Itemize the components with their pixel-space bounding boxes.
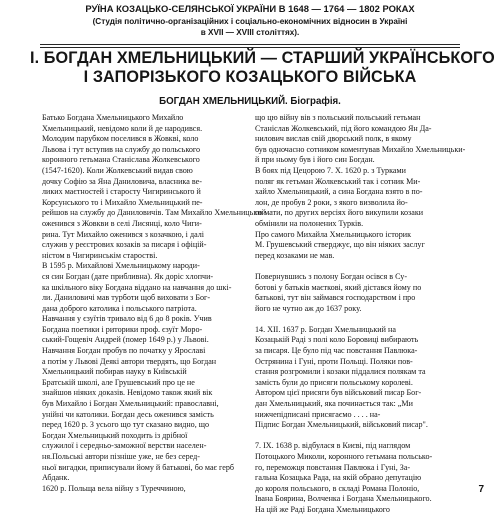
- running-header-subtitle: [10, 16, 490, 38]
- chapter-title-line: I. БОГДАН ХМЕЛЬНИЦЬКИЙ — СТАРШИЙ УКРАЇНСЬКОГО: [30, 49, 495, 67]
- text-line: його не чутно аж до 1637 року.: [255, 303, 362, 313]
- text-line: Козацькій Раді з полі коло Боровиці вибирають: [255, 335, 419, 345]
- text-line: [255, 261, 463, 272]
- text-line: дан Хмельницький, яка починається так: „Ми: [255, 399, 413, 409]
- text-line: дочку Софію за Яна Даниловича, власника ве-: [42, 176, 202, 186]
- text-line: [255, 431, 463, 442]
- text-line: Івана Боярина, Волченка і Богдана Хмельницького.: [255, 494, 432, 504]
- chapter-title: [30, 49, 495, 87]
- text-line: Про самого Михайла Хмельницького історик: [255, 229, 412, 239]
- text-line: лон, де пробув 2 роки, з якого визволила йо-: [255, 197, 408, 207]
- text-line: Батько Богдана Хмельницького Михайло: [42, 113, 184, 122]
- text-line: Потоцького Миколи, коронного гетьмана польсько-: [255, 452, 433, 461]
- text-line: Львова і тут вступив на службу до польського: [42, 144, 201, 154]
- text-line: замість були до присяги польському королеві.: [255, 377, 413, 387]
- text-line: був Михайло і Богдан Хмельницький: православні,: [42, 399, 219, 409]
- text-line: знайшов ніяких доказів. Невідомо також який вік: [42, 388, 213, 398]
- text-line: стання розгромили і козаки піддалися полякам та: [255, 367, 426, 377]
- text-line: за писаря. Це було під час повстання Павлюка-: [255, 346, 418, 356]
- text-line: поляг як гетьман Жолкевський так і сотник Ми-: [255, 176, 421, 186]
- text-line: перед козаками не мав.: [255, 250, 335, 260]
- text-line: На цій же Раді Богдана Хмельницького: [255, 504, 390, 514]
- text-line: оженився з Жовкви в селі Лисянці, коло Чиги-: [42, 218, 202, 228]
- text-line: ністом в Чигиринськім старостві.: [42, 250, 158, 260]
- right-text-column: [255, 113, 466, 514]
- page-number: 7: [478, 484, 484, 495]
- text-line: хайло Хмельницький, а сина Богдана взято в по-: [255, 187, 423, 197]
- text-line: обмінили на полонених Турків.: [255, 218, 364, 228]
- chapter-title-line: І ЗАПОРІЗЬКОГО КОЗАЦЬКОГО ВІЙСЬКА: [83, 68, 417, 86]
- text-line: нижчепідписані присягаємо . . . . на-: [255, 409, 381, 419]
- text-line: Станіслав Жолкевський, під його командою Ян Да-: [255, 123, 432, 133]
- text-line: Навчання Богдан пробув по початку у Ярославі: [42, 346, 206, 356]
- subtitle-line: в XVII — XVIII століттях).: [200, 28, 300, 37]
- text-line: го мати, по других версіях його викупили козаки: [255, 208, 424, 218]
- text-line: 7. IX. 1638 р. відбулася в Києві, під наглядом: [255, 441, 411, 451]
- section-title: БОГДАН ХМЕЛЬНИЦЬКИЙ. Біографія.: [159, 96, 341, 107]
- text-line: В боях під Цецорою 7. X. 1620 р. з Турками: [255, 165, 406, 175]
- text-line: Автором цієї присяги був військовий писар Бог-: [255, 388, 422, 398]
- text-line: й при ньому був і його син Богдан.: [255, 155, 375, 165]
- left-text-column: [42, 113, 266, 493]
- text-line: гальна Козацька Рада, на якій обрано депутацію: [255, 473, 422, 483]
- text-line: ликих маєтностей і старосту Чигиринського й: [42, 187, 201, 197]
- text-line: [255, 314, 463, 325]
- text-line: Братській школі, але Грушевський про це не: [42, 377, 195, 387]
- text-line: ський-Гощевіч Андрей (помер 1649 р.) у Львові.: [42, 335, 209, 345]
- text-line: дана доброго католика і польського патріота.: [42, 303, 197, 313]
- text-line: ся син Богдан (дате прибливна). Як доріс хлопчи-: [42, 271, 214, 281]
- header-divider: [40, 44, 460, 45]
- text-line: Богдан Хмельницький походить із дрібної: [42, 430, 188, 440]
- header-divider: [40, 47, 460, 48]
- text-line: рина. Тут Михайло оженився з козачкою, і далі: [42, 229, 205, 239]
- text-line: перед 1620 р. З усього що тут сказано видно, що: [42, 420, 210, 430]
- text-line: Богдана поетики і риторики проф. єзуїт Моро-: [42, 324, 203, 334]
- text-line: батькові, тут він займався господарством і про: [255, 293, 416, 303]
- text-line: 1620 р. Польща вела війну з Туреччиною,: [42, 483, 186, 493]
- text-line: М. Грушевський стверджує, що він ніяких заслуг: [255, 240, 425, 250]
- subtitle-line: (Студія політично-організаційних і соціально-економічних відносин в Україні: [92, 17, 408, 26]
- text-line: (1547-1620). Коли Жолкевський видав свою: [42, 165, 193, 175]
- text-line: 14. XII. 1637 р. Богдан Хмельницький на: [255, 324, 396, 334]
- text-line: ньої вигадки, приписували йому й батькові, бо має герб: [42, 462, 235, 472]
- text-line: В 1595 р. Михайлові Хмельницькому народи-: [42, 261, 200, 271]
- text-line: Хмельницький, невідомо коли й де народився.: [42, 123, 203, 133]
- text-line: ка шкільного віку Богдана віддано на навчання до шкі-: [42, 282, 232, 292]
- text-line: коронного гетьмана Станіслава Жолкевського: [42, 155, 200, 165]
- text-line: служив у реєстрових козаків за писаря і офіцій-: [42, 240, 207, 250]
- text-line: був одночасно сотником коментував Михайло Хмельницьки-: [255, 144, 466, 154]
- text-line: Корсунського то і Михайло Хмельницький пе-: [42, 197, 203, 207]
- text-line: ня.Польські автори пізніше уже, не без серед-: [42, 452, 200, 461]
- text-line: Повернувшись з полону Богдан осівся в Су-: [255, 271, 408, 281]
- text-line: рейшов на службу до Даниловичів. Там Михайло Хмельницький: [42, 208, 266, 218]
- text-line: ботові у батьків маєткові, який дістався йому по: [255, 282, 422, 292]
- running-header-title: РУЇНА КОЗАЦЬКО-СЕЛЯНСЬКОЇ УКРАЇНИ В 1648 — 1764 — 1802 РОКАХ: [85, 3, 415, 14]
- text-line: Підпис Богдан Хмельницький, військовий писар".: [255, 420, 428, 430]
- text-line: унійні чи католики. Богдан десь оженився замість: [42, 409, 214, 419]
- text-line: що цю війну вів з польський польський гетьман: [255, 113, 421, 122]
- text-line: служилої і середньо-заможної верстви населен-: [42, 441, 207, 451]
- text-line: Хмельницький побирав науку в Київській: [42, 367, 187, 377]
- text-line: Абданк.: [42, 473, 70, 483]
- text-line: Молодим парубком поселився в Жовкві, коло: [42, 134, 199, 144]
- text-line: нилович вислав свій дворський полк, в якому: [255, 134, 412, 144]
- text-line: ли. Даниловичі мав турботи щоб виховати з Бог-: [42, 293, 211, 303]
- text-line: го, переможця повстання Павлюка і Гуні, За-: [255, 462, 411, 472]
- text-line: Навчання у єзуїтів тривало від 6 до 8 років. Учив: [42, 314, 212, 324]
- text-line: до короля польського, в складі Романа Полоніо,: [255, 483, 420, 493]
- text-line: а потім у Львові Деякі автори твердять, що Богдан: [42, 356, 217, 366]
- text-line: Острянина і Гуні, проти Польщі. Поляки пов-: [255, 356, 413, 366]
